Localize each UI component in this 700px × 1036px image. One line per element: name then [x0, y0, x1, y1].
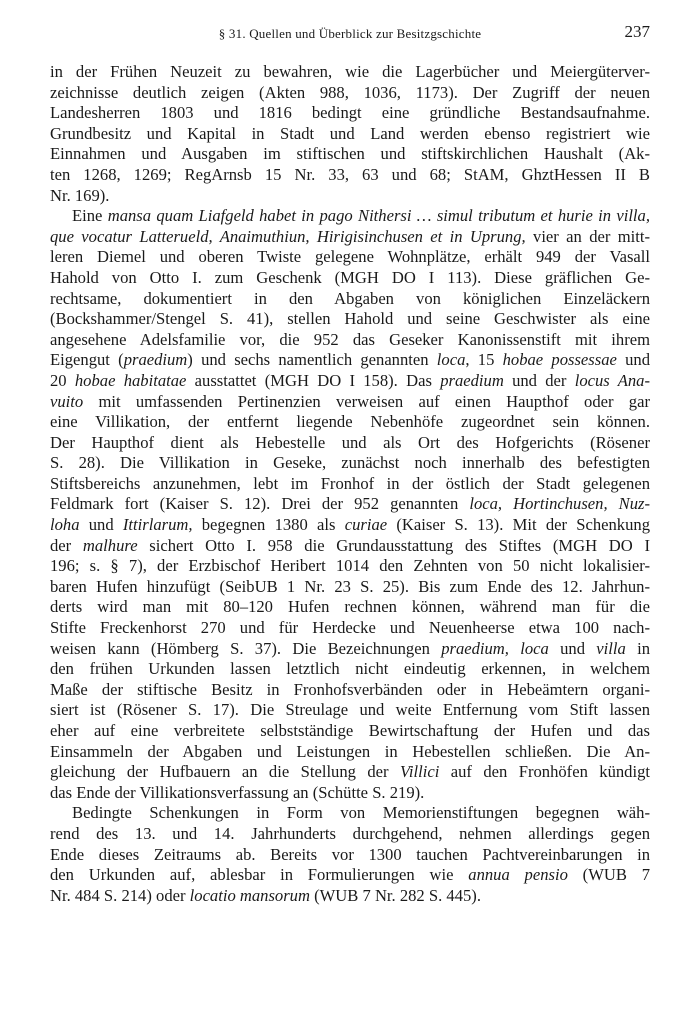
text-line: [50, 680, 650, 701]
text-line: [50, 330, 650, 351]
text-segment: und: [79, 515, 123, 535]
italic-text-segment: praedium, loca: [441, 638, 549, 658]
text-segment: Hahold von Otto I. zum Geschenk (MGH DO I 113). Diese gräflichen Ge-: [50, 267, 650, 287]
text-line: [50, 618, 650, 639]
text-line: [50, 289, 650, 310]
text-line: [50, 639, 650, 660]
text-segment: eine Villikation, der entfernt liegende Nebenhöfe zugeordnet sein können.: [50, 412, 650, 432]
italic-text-segment: malhure: [82, 535, 138, 555]
text-line: [50, 494, 650, 515]
text-line: [50, 659, 650, 680]
text-segment: angesehene Adelsfamilie vor, die 952 das Geseker Kanonissenstift mit ihrem: [50, 329, 650, 349]
text-line: [50, 62, 650, 83]
text-line: [50, 227, 650, 248]
text-segment: , 15: [465, 350, 503, 370]
text-segment: Einnahmen und Ausgaben im stiftischen und stiftskirchlichen Haushalt (Ak-: [50, 144, 650, 164]
text-segment: weisen kann (Hömberg S. 37). Die Bezeichnungen: [50, 638, 442, 658]
text-line: [50, 886, 650, 907]
italic-text-segment: locus Ana-: [574, 370, 650, 390]
running-title: § 31. Quellen und Überblick zur Besitzgschichte: [218, 26, 482, 41]
text-segment: begegnen 1380 als: [192, 515, 345, 535]
italic-text-segment: villa: [596, 638, 626, 658]
text-segment: Stifte Freckenhorst 270 und für Herdecke und Neuenheerse etwa 100 nach-: [50, 618, 650, 638]
text-segment: leren Diemel und oberen Twiste gelegene Wohnplätze, erhält 949 der Vasall: [50, 247, 650, 267]
text-segment: zeichnisse deutlich zeigen (Akten 988, 1036, 1173). Der Zugriff der neuen: [50, 82, 650, 102]
text-segment: Grundbesitz und Kapital in Stadt und Land werden ebenso registriert wie: [50, 123, 650, 143]
text-segment: Maße der stiftische Besitz in Fronhofsverbänden oder in Hebeämtern organi-: [50, 679, 650, 699]
text-segment: sichert Otto I. 958 die Grundausstattung des Stiftes (MGH DO I: [137, 535, 650, 555]
running-head: [50, 22, 650, 46]
text-segment: und: [616, 350, 650, 370]
text-line: [50, 350, 650, 371]
text-line: [50, 412, 650, 433]
text-segment: eher auf eine verbreitete selbstständige Bewirtschaftung der Hufen und das: [50, 721, 650, 740]
text-line: [50, 597, 650, 618]
text-line: [50, 309, 650, 330]
italic-text-segment: hobae possessae: [502, 350, 617, 370]
text-segment: siert ist (Rösener S. 17). Die Streulage und weite Entfernung vom Stift lassen: [50, 700, 650, 720]
text-line: [50, 206, 650, 227]
text-segment: Eine: [72, 206, 108, 226]
text-line: [50, 124, 650, 145]
text-line: [50, 433, 650, 454]
text-line: [50, 83, 650, 104]
text-segment: in: [625, 638, 650, 658]
italic-text-segment: Villici: [399, 762, 440, 782]
text-line: [50, 474, 650, 495]
text-line: [50, 247, 650, 268]
text-segment: rend des 13. und 14. Jahrhunderts durchgehend, nehmen allerdings gegen: [50, 823, 650, 843]
text-line: [50, 721, 650, 742]
text-line: [50, 824, 650, 845]
text-segment: und: [548, 638, 597, 658]
text-segment: Nr. 169).: [50, 185, 110, 205]
italic-text-segment: loha: [50, 515, 80, 535]
text-segment: Einsammeln der Abgaben und Leistungen in Hebestellen schließen. Die An-: [50, 741, 650, 761]
italic-text-segment: praedium: [123, 350, 188, 370]
italic-text-segment: curiae: [344, 515, 388, 535]
text-segment: der: [50, 535, 83, 555]
text-segment: (WUB 7: [567, 865, 650, 885]
text-segment: den Urkunden auf, ablesbar in Formulierungen wie: [50, 865, 469, 885]
text-segment: S. 28). Die Villikation in Geseke, zunächst noch innerhalb des befestigten: [50, 453, 650, 473]
text-segment: (Bockshammer/Stengel S. 41), stellen Hahold und seine Geschwister als eine: [50, 309, 650, 329]
text-line: [50, 186, 650, 207]
text-line: [50, 103, 650, 124]
text-line: [50, 515, 650, 536]
text-segment: Ende dieses Zeitraums ab. Bereits vor 1300 tauchen Pachtvereinbarungen in: [50, 844, 650, 864]
italic-text-segment: loca: [436, 350, 466, 370]
text-line: [50, 865, 650, 886]
italic-text-segment: locatio mansorum: [189, 885, 310, 905]
text-segment: ten 1268, 1269; RegArnsb 15 Nr. 33, 63 und 68; StAM, GhztHessen II B: [50, 164, 650, 184]
text-segment: Feldmark fort (Kaiser S. 12). Drei der 952 genannten: [50, 494, 470, 514]
text-line: [50, 803, 650, 824]
text-segment: Landesherren 1803 und 1816 bedingt eine gründliche Bestandsaufnahme.: [50, 103, 650, 123]
italic-text-segment: Ittirlarum,: [122, 515, 193, 535]
text-line: [50, 742, 650, 763]
text-line: [50, 165, 650, 186]
italic-text-segment: praedium: [440, 370, 504, 390]
text-segment: gleichung der Hufbauern an die Stellung der: [50, 762, 400, 782]
italic-text-segment: vuito: [50, 391, 84, 411]
text-line: [50, 392, 650, 413]
text-line: [50, 700, 650, 721]
text-segment: rechtsame, dokumentiert in den Abgaben von königlichen Einzeläckern: [50, 288, 650, 308]
text-segment: Eigengut (: [50, 350, 124, 370]
text-line: [50, 536, 650, 557]
italic-text-segment: mansa quam Liafgeld habet in pago Nithersi … simul tributum et hurie in villa,: [107, 206, 650, 226]
text-segment: 20: [50, 370, 75, 390]
text-segment: (WUB 7 Nr. 282 S. 445).: [309, 885, 481, 905]
text-segment: 196; s. § 7), der Erzbischof Heribert 1014 den Zehnten von 50 nicht lokalisier-: [50, 556, 650, 576]
italic-text-segment: que vocatur Latterueld, Anaimuthiun, Hirigisinchusen et in Uprung,: [50, 226, 526, 246]
text-segment: Bedingte Schenkungen in Form von Memorienstiftungen begegnen wäh-: [72, 803, 650, 823]
text-segment: in der Frühen Neuzeit zu bewahren, wie die Lagerbücher und Meiergüterver-: [50, 62, 650, 81]
text-segment: ) und sechs namentlich genannten: [187, 350, 437, 370]
italic-text-segment: hobae habitatae: [74, 370, 187, 390]
text-line: [50, 453, 650, 474]
text-line: [50, 577, 650, 598]
text-segment: Nr. 484 S. 214) oder: [50, 885, 190, 905]
text-line: [50, 371, 650, 392]
text-line: [50, 268, 650, 289]
text-segment: das Ende der Villikationsverfassung an (Schütte S. 219).: [50, 782, 425, 802]
text-segment: (Kaiser S. 13). Mit der Schenkung: [387, 515, 650, 535]
text-segment: Der Haupthof dient als Hebestelle und als Ort des Hofgerichts (Rösener: [50, 432, 650, 452]
body-text: [50, 62, 650, 906]
text-segment: ausstattet (MGH DO I 158). Das: [186, 370, 441, 390]
page-number: 237: [624, 22, 650, 41]
italic-text-segment: annua pensio: [468, 865, 568, 885]
text-line: [50, 144, 650, 165]
text-segment: auf den Fronhöfen kündigt: [439, 762, 650, 782]
text-segment: derts wird man mit 80–120 Hufen rechnen können, während man für die: [50, 597, 650, 617]
text-segment: baren Hufen hinzufügt (SeibUB 1 Nr. 23 S. 25). Bis zum Ende des 12. Jahrhun-: [50, 576, 650, 596]
italic-text-segment: loca, Hortinchusen, Nuz-: [469, 494, 650, 514]
text-segment: und der: [503, 370, 575, 390]
text-segment: vier an der mitt-: [525, 226, 650, 246]
text-line: [50, 783, 650, 804]
text-segment: Stiftsbereichs anzunehmen, lebt im Fronhof in der östlich der Stadt gelegenen: [50, 473, 650, 493]
text-line: [50, 845, 650, 866]
text-segment: den frühen Urkunden lassen letztlich nicht eindeutig erkennen, in welchem: [50, 659, 650, 679]
text-segment: mit umfassenden Pertinenzien verweisen auf einen Haupthof oder gar: [83, 391, 650, 411]
text-line: [50, 556, 650, 577]
text-line: [50, 762, 650, 783]
